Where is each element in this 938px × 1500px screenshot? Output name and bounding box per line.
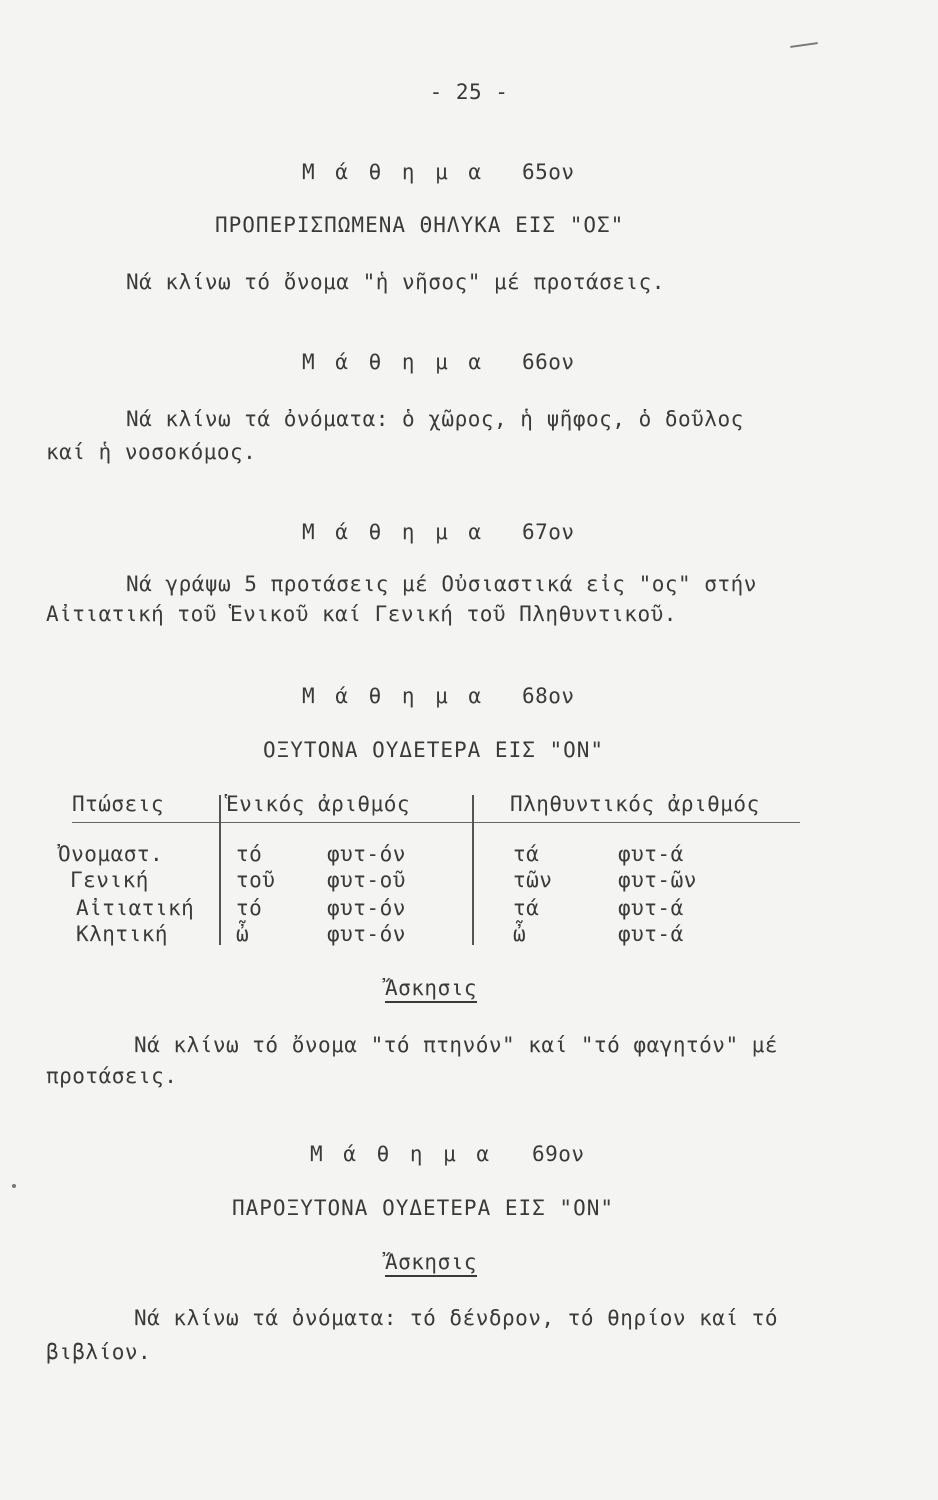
table-divider-left: [219, 795, 221, 945]
table-row-plural-article: ὦ: [513, 922, 527, 946]
table-header-singular: Ἑνικός ἀριθμός: [226, 792, 411, 816]
table-row-case: Κλητική: [76, 922, 169, 946]
lesson-65-number: 65ον: [522, 160, 575, 184]
lesson-69-heading: ΠΑΡΟΞΥΤΟΝΑ ΟΥΔΕΤΕΡΑ ΕΙΣ "ΟΝ": [232, 1196, 615, 1220]
table-row-plural-noun: φυτ-ά: [618, 842, 684, 866]
table-row-plural-noun: φυτ-ά: [618, 896, 684, 920]
table-header-cases: Πτώσεις: [72, 792, 165, 816]
lesson-67-number: 67ον: [522, 520, 575, 544]
lesson-65-text: Νά κλίνω τό ὄνομα "ἡ νῆσος" μέ προτάσεις.: [126, 270, 665, 294]
page-number: - 25 -: [429, 80, 509, 104]
table-row-plural-article: τά: [513, 896, 540, 920]
lesson-68-text-line1: Νά κλίνω τό ὄνομα "τό πτηνόν" καί "τό φαγητόν" μέ: [134, 1033, 779, 1057]
lesson-68-text-line2: προτάσεις.: [46, 1064, 178, 1088]
table-row-singular-noun: φυτ-οῦ: [327, 868, 406, 892]
table-row-singular-article: τό: [236, 842, 263, 866]
lesson-66-text-line2: καί ἡ νοσοκόμος.: [46, 440, 257, 464]
lesson-69-number: 69ον: [532, 1142, 585, 1166]
table-row-plural-noun: φυτ-ῶν: [618, 868, 697, 892]
table-row-plural-noun: φυτ-ά: [618, 922, 684, 946]
lesson-68-exercise-title: Ἄσκησις: [385, 976, 478, 1000]
table-divider-right: [472, 795, 474, 945]
lesson-67-title: Μ ά θ η μ α: [302, 520, 486, 544]
scan-mark: [790, 42, 818, 48]
lesson-68-heading: ΟΞΥΤΟΝΑ ΟΥΔΕΤΕΡΑ ΕΙΣ "ΟΝ": [263, 738, 605, 762]
table-row-plural-article: τά: [513, 842, 540, 866]
table-row-singular-article: ὦ: [236, 922, 250, 946]
table-header-rule: [72, 822, 800, 823]
lesson-69-title: Μ ά θ η μ α: [310, 1142, 494, 1166]
lesson-69-text-line1: Νά κλίνω τά ὀνόματα: τό δένδρον, τό θηρίον καί τό: [134, 1306, 779, 1330]
table-row-singular-article: τό: [236, 896, 263, 920]
table-row-case: Αἰτιατική: [76, 896, 195, 920]
table-row-case: Γενική: [70, 868, 149, 892]
table-row-case: Ὀνομαστ.: [58, 842, 164, 866]
lesson-68-title: Μ ά θ η μ α: [302, 684, 486, 708]
table-row-singular-noun: φυτ-όν: [327, 922, 406, 946]
lesson-66-title: Μ ά θ η μ α: [302, 350, 486, 374]
table-header-plural: Πληθυντικός ἀριθμός: [510, 792, 760, 816]
lesson-66-text-line1: Νά κλίνω τά ὀνόματα: ὁ χῶρος, ἡ ψῆφος, ὁ δοῦλος: [126, 407, 744, 431]
lesson-65-heading: ΠΡΟΠΕΡΙΣΠΩΜΕΝΑ ΘΗΛΥΚΑ ΕΙΣ "ΟΣ": [215, 213, 625, 237]
lesson-65-title: Μ ά θ η μ α: [302, 160, 486, 184]
lesson-66-number: 66ον: [522, 350, 575, 374]
lesson-69-exercise-title: Ἄσκησις: [385, 1250, 478, 1274]
table-row-singular-noun: φυτ-όν: [327, 842, 406, 866]
table-row-singular-noun: φυτ-όν: [327, 896, 406, 920]
lesson-67-text-line1: Νά γράψω 5 προτάσεις μέ Οὐσιαστικά εἰς "ος" στήν: [126, 572, 757, 596]
lesson-68-number: 68ον: [522, 684, 575, 708]
table-row-singular-article: τοῦ: [236, 868, 276, 892]
lesson-69-text-line2: βιβλίον.: [46, 1340, 152, 1364]
scan-speck: [12, 1184, 16, 1188]
table-row-plural-article: τῶν: [513, 868, 553, 892]
lesson-67-text-line2: Αἰτιατική τοῦ Ἑνικοῦ καί Γενική τοῦ Πληθυντικοῦ.: [46, 602, 677, 626]
